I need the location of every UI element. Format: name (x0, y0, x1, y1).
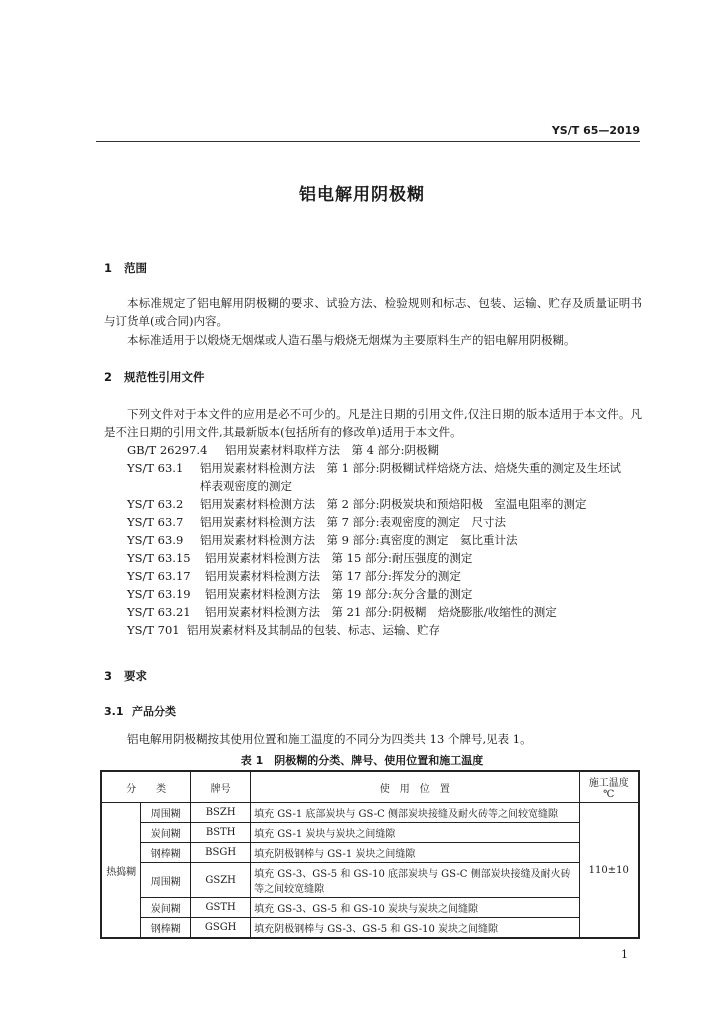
section-number: 1 (104, 261, 113, 275)
subcategory-cell: 钢棒糊 (141, 918, 191, 939)
section-number: 2 (104, 370, 113, 384)
header-grade: 牌号 (191, 771, 251, 803)
table-header-row (101, 771, 639, 803)
position-cell: 填充 GS-1 炭块与炭块之间缝隙 (251, 823, 579, 843)
reference-title: 铝用炭素材料检测方法 第 15 部分:耐压强度的测定 (205, 551, 473, 565)
position-cell: 填充 GS-1 底部炭块与 GS-C 侧部炭块接缝及耐火砖等之间较宽缝隙 (251, 803, 579, 823)
grade-cell: GSGH (191, 918, 251, 939)
reference-continuation: 样表观密度的测定 (200, 479, 292, 493)
section-title: 范围 (124, 261, 147, 275)
reference-code: YS/T 701 (127, 623, 180, 637)
reference-item (127, 549, 647, 567)
reference-item (127, 531, 647, 549)
section-1-heading (104, 260, 147, 276)
reference-title: 铝用炭素材料检测方法 第 2 部分:阴极炭块和预焙阳极 室温电阻率的测定 (200, 497, 587, 511)
table-caption: 表 1 阴极糊的分类、牌号、使用位置和施工温度 (240, 754, 484, 767)
standard-number: YS/T 65—2019 (551, 124, 640, 137)
reference-title: 铝用炭素材料及其制品的包装、标志、运输、贮存 (187, 623, 440, 637)
subsection-number: 3.1 (104, 705, 124, 718)
reference-title: 铝用炭素材料检测方法 第 19 部分:灰分含量的测定 (205, 587, 473, 601)
document-title: 铝电解用阴极糊 (299, 185, 425, 205)
reference-title: 铝用炭素材料检测方法 第 21 部分:阴极糊 焙烧膨胀/收缩性的测定 (205, 605, 557, 619)
grade-cell: BSGH (191, 843, 251, 863)
subcategory-cell: 炭间糊 (141, 898, 191, 918)
section-title: 规范性引用文件 (124, 370, 205, 384)
table-row (101, 823, 639, 843)
section-title: 要求 (124, 669, 147, 683)
header-temp-unit: ℃ (603, 789, 615, 800)
position-cell: 填充阴极钢棒与 GS-1 炭块之间缝隙 (251, 843, 579, 863)
subsection-3-1-heading (104, 703, 176, 719)
subcategory-cell: 钢棒糊 (141, 843, 191, 863)
reference-code: YS/T 63.1 (127, 461, 184, 475)
reference-item (127, 495, 647, 513)
subsection-title: 产品分类 (132, 705, 176, 718)
paragraph: 铝电解用阴极糊按其使用位置和施工温度的不同分为四类共 13 个牌号,见表 1。 (127, 732, 532, 746)
group-cell: 热捣糊 (101, 803, 141, 939)
reference-code: GB/T 26297.4 (127, 443, 208, 457)
subcategory-cell: 周围糊 (141, 803, 191, 823)
reference-code: YS/T 63.17 (127, 569, 191, 583)
reference-title: 铝用炭素材料检测方法 第 1 部分:阴极糊试样焙烧方法、焙烧失重的测定及生坯试 (200, 461, 621, 475)
table-row (101, 863, 639, 898)
header-temperature (579, 771, 639, 803)
reference-title: 铝用炭素材料检测方法 第 7 部分:表观密度的测定 尺寸法 (200, 515, 506, 529)
grade-cell: GSTH (191, 898, 251, 918)
position-cell: 填充 GS-3、GS-5 和 GS-10 底部炭块与 GS-C 侧部炭块接缝及耐火砖等之间较宽缝隙 (251, 863, 579, 898)
reference-code: YS/T 63.7 (127, 515, 184, 529)
reference-code: YS/T 63.21 (127, 605, 191, 619)
table-row (101, 898, 639, 918)
header-temp-label: 施工温度 (588, 778, 629, 789)
section-2-heading (104, 369, 205, 385)
reference-item (127, 567, 647, 585)
table-row (101, 918, 639, 939)
reference-title: 铝用炭素材料检测方法 第 9 部分:真密度的测定 氦比重计法 (200, 533, 518, 547)
grade-cell: BSTH (191, 823, 251, 843)
reference-item (127, 603, 647, 621)
header-rule (96, 141, 640, 142)
section-number: 3 (104, 669, 113, 683)
paragraph: 本标准适用于以煅烧无烟煤或人造石墨与煅烧无烟煤为主要原料生产的铝电解用阴极糊。 (127, 333, 576, 347)
subcategory-cell: 周围糊 (141, 863, 191, 898)
reference-code: YS/T 63.15 (127, 551, 191, 565)
subcategory-cell: 炭间糊 (141, 823, 191, 843)
reference-item (127, 621, 647, 639)
paragraph: 下列文件对于本文件的应用是必不可少的。凡是注日期的引用文件,仅注日期的版本适用于本文件。凡是不注日期的引用文件,其最新版本(包括所有的修改单)适用于本文件。 (104, 407, 642, 439)
reference-list (127, 441, 647, 639)
temperature-cell: 110±10 (579, 803, 639, 939)
page-number: 1 (621, 948, 628, 961)
classification-table (100, 770, 640, 939)
grade-cell: GSZH (191, 863, 251, 898)
table-row (101, 843, 639, 863)
reference-title: 铝用炭素材料取样方法 第 4 部分:阴极糊 (225, 443, 440, 457)
reference-code: YS/T 63.9 (127, 533, 184, 547)
header-position: 使 用 位 置 (251, 771, 579, 803)
reference-item (127, 441, 647, 459)
reference-item (127, 585, 647, 603)
position-cell: 填充 GS-3、GS-5 和 GS-10 炭块与炭块之间缝隙 (251, 898, 579, 918)
reference-item (127, 513, 647, 531)
table-row (101, 803, 639, 823)
reference-code: YS/T 63.2 (127, 497, 184, 511)
paragraph: 本标准规定了铝电解用阴极糊的要求、试验方法、检验规则和标志、包装、运输、贮存及质量证明书与订货单(或合同)内容。 (104, 296, 642, 328)
reference-title: 铝用炭素材料检测方法 第 17 部分:挥发分的测定 (205, 569, 461, 583)
grade-cell: BSZH (191, 803, 251, 823)
reference-item (127, 459, 647, 477)
section-3-heading (104, 668, 147, 684)
reference-code: YS/T 63.19 (127, 587, 191, 601)
position-cell: 填充阴极钢棒与 GS-3、GS-5 和 GS-10 炭块之间缝隙 (251, 918, 579, 939)
header-category: 分 类 (101, 771, 191, 803)
